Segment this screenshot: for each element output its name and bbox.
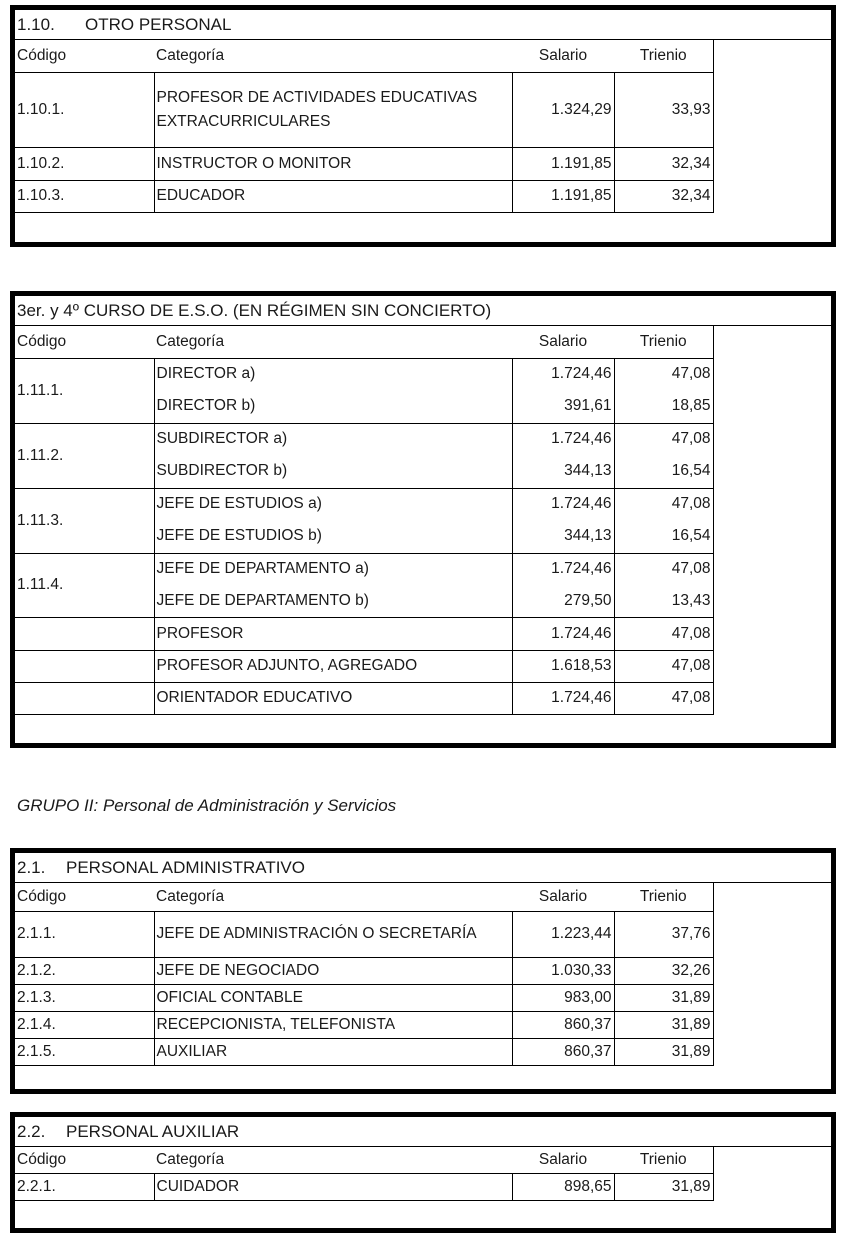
row-categoria: OFICIAL CONTABLE bbox=[154, 984, 512, 1011]
table-header-row bbox=[15, 326, 713, 358]
row-codigo: 1.10.3. bbox=[15, 180, 154, 212]
row-trienio: 31,89 bbox=[614, 1173, 713, 1200]
header-trienio: Trienio bbox=[614, 1147, 713, 1173]
table-row bbox=[15, 911, 713, 957]
table-row bbox=[15, 1011, 713, 1038]
row-codigo: 1.10.2. bbox=[15, 147, 154, 180]
row-trienio: 47,08 bbox=[614, 553, 713, 585]
row-salario: 983,00 bbox=[512, 984, 614, 1011]
row-codigo: 2.1.3. bbox=[15, 984, 154, 1011]
row-categoria: JEFE DE DEPARTAMENTO b) bbox=[154, 585, 512, 617]
row-trienio: 47,08 bbox=[614, 682, 713, 714]
section-title bbox=[15, 853, 831, 883]
header-codigo: Código bbox=[15, 1147, 154, 1173]
row-trienio: 13,43 bbox=[614, 585, 713, 617]
section-code: 1.10. bbox=[17, 15, 55, 34]
header-codigo: Código bbox=[15, 326, 154, 358]
header-categoria: Categoría bbox=[154, 1147, 512, 1173]
header-salario: Salario bbox=[512, 326, 614, 358]
row-categoria: JEFE DE DEPARTAMENTO a) bbox=[154, 553, 512, 585]
row-codigo: 2.2.1. bbox=[15, 1173, 154, 1200]
section-1-10-table bbox=[10, 5, 836, 247]
salary-table bbox=[15, 1147, 714, 1201]
row-trienio: 33,93 bbox=[614, 72, 713, 147]
header-categoria: Categoría bbox=[154, 883, 512, 911]
row-categoria: SUBDIRECTOR b) bbox=[154, 455, 512, 488]
header-codigo: Código bbox=[15, 883, 154, 911]
row-salario: 1.223,44 bbox=[512, 911, 614, 957]
row-codigo: 2.1.5. bbox=[15, 1038, 154, 1065]
section-2-1-table bbox=[10, 848, 836, 1094]
row-trienio: 32,26 bbox=[614, 957, 713, 984]
row-trienio: 37,76 bbox=[614, 911, 713, 957]
section-1-11-table bbox=[10, 291, 836, 748]
row-categoria: CUIDADOR bbox=[154, 1173, 512, 1200]
row-trienio: 31,89 bbox=[614, 1038, 713, 1065]
table-row bbox=[15, 488, 713, 520]
row-salario: 898,65 bbox=[512, 1173, 614, 1200]
table-row bbox=[15, 957, 713, 984]
salary-table bbox=[15, 326, 714, 715]
table-row bbox=[15, 1173, 713, 1200]
table-row bbox=[15, 682, 713, 714]
row-salario: 1.724,46 bbox=[512, 682, 614, 714]
row-codigo: 2.1.2. bbox=[15, 957, 154, 984]
row-codigo: 2.1.4. bbox=[15, 1011, 154, 1038]
header-codigo: Código bbox=[15, 40, 154, 72]
row-codigo: 2.1.1. bbox=[15, 911, 154, 957]
header-categoria: Categoría bbox=[154, 40, 512, 72]
section-code: 2.1. bbox=[17, 858, 46, 877]
header-salario: Salario bbox=[512, 40, 614, 72]
row-trienio: 47,08 bbox=[614, 488, 713, 520]
table-row bbox=[15, 72, 713, 147]
header-salario: Salario bbox=[512, 1147, 614, 1173]
table-row bbox=[15, 1038, 713, 1065]
row-trienio: 47,08 bbox=[614, 617, 713, 650]
table-row bbox=[15, 984, 713, 1011]
row-categoria: JEFE DE NEGOCIADO bbox=[154, 957, 512, 984]
row-salario: 1.191,85 bbox=[512, 180, 614, 212]
salary-table bbox=[15, 883, 714, 1066]
row-categoria: SUBDIRECTOR a) bbox=[154, 423, 512, 455]
table-row bbox=[15, 147, 713, 180]
section-2-2-table bbox=[10, 1112, 836, 1233]
row-codigo: 1.11.3. bbox=[15, 488, 154, 553]
row-salario: 1.324,29 bbox=[512, 72, 614, 147]
row-salario: 1.191,85 bbox=[512, 147, 614, 180]
row-categoria: ORIENTADOR EDUCATIVO bbox=[154, 682, 512, 714]
section-title: 3er. y 4º CURSO DE E.S.O. (EN RÉGIMEN SIN CONCIERTO) bbox=[15, 296, 831, 326]
table-row bbox=[15, 617, 713, 650]
row-codigo: 1.11.2. bbox=[15, 423, 154, 488]
section-title bbox=[15, 10, 831, 40]
row-salario: 1.724,46 bbox=[512, 423, 614, 455]
row-codigo: 1.11.1. bbox=[15, 358, 154, 423]
row-categoria: AUXILIAR bbox=[154, 1038, 512, 1065]
row-trienio: 16,54 bbox=[614, 455, 713, 488]
header-trienio: Trienio bbox=[614, 326, 713, 358]
row-categoria: EDUCADOR bbox=[154, 180, 512, 212]
table-header-row bbox=[15, 40, 713, 72]
row-salario: 1.030,33 bbox=[512, 957, 614, 984]
grupo-ii-heading: GRUPO II: Personal de Administración y Servicios bbox=[17, 796, 397, 815]
row-trienio: 18,85 bbox=[614, 390, 713, 423]
section-name: PERSONAL AUXILIAR bbox=[66, 1122, 240, 1141]
row-salario: 279,50 bbox=[512, 585, 614, 617]
row-categoria: JEFE DE ESTUDIOS b) bbox=[154, 520, 512, 553]
row-categoria: DIRECTOR b) bbox=[154, 390, 512, 423]
row-salario: 344,13 bbox=[512, 455, 614, 488]
row-salario: 1.724,46 bbox=[512, 553, 614, 585]
section-name: PERSONAL ADMINISTRATIVO bbox=[66, 858, 305, 877]
row-salario: 391,61 bbox=[512, 390, 614, 423]
table-row bbox=[15, 553, 713, 585]
row-trienio: 16,54 bbox=[614, 520, 713, 553]
row-categoria: INSTRUCTOR O MONITOR bbox=[154, 147, 512, 180]
header-salario: Salario bbox=[512, 883, 614, 911]
row-codigo-empty bbox=[15, 617, 154, 650]
row-trienio: 31,89 bbox=[614, 984, 713, 1011]
row-codigo: 1.11.4. bbox=[15, 553, 154, 617]
row-trienio: 32,34 bbox=[614, 180, 713, 212]
row-salario: 1.724,46 bbox=[512, 358, 614, 390]
table-header-row bbox=[15, 883, 713, 911]
section-title bbox=[15, 1117, 831, 1147]
row-codigo: 1.10.1. bbox=[15, 72, 154, 147]
row-categoria: JEFE DE ADMINISTRACIÓN O SECRETARÍA bbox=[154, 911, 512, 957]
header-categoria: Categoría bbox=[154, 326, 512, 358]
header-trienio: Trienio bbox=[614, 883, 713, 911]
table-header-row bbox=[15, 1147, 713, 1173]
table-row bbox=[15, 180, 713, 212]
row-salario: 860,37 bbox=[512, 1038, 614, 1065]
row-codigo-empty bbox=[15, 650, 154, 682]
row-trienio: 47,08 bbox=[614, 358, 713, 390]
row-categoria: DIRECTOR a) bbox=[154, 358, 512, 390]
table-row bbox=[15, 423, 713, 455]
row-salario: 1.724,46 bbox=[512, 617, 614, 650]
row-trienio: 32,34 bbox=[614, 147, 713, 180]
row-categoria: PROFESOR ADJUNTO, AGREGADO bbox=[154, 650, 512, 682]
section-name: OTRO PERSONAL bbox=[85, 15, 232, 34]
row-categoria: RECEPCIONISTA, TELEFONISTA bbox=[154, 1011, 512, 1038]
row-categoria: JEFE DE ESTUDIOS a) bbox=[154, 488, 512, 520]
section-code: 2.2. bbox=[17, 1122, 46, 1141]
row-trienio: 31,89 bbox=[614, 1011, 713, 1038]
row-salario: 344,13 bbox=[512, 520, 614, 553]
header-trienio: Trienio bbox=[614, 40, 713, 72]
row-categoria: PROFESOR bbox=[154, 617, 512, 650]
row-categoria: PROFESOR DE ACTIVIDADES EDUCATIVAS EXTRACURRICULARES bbox=[154, 72, 512, 147]
row-salario: 860,37 bbox=[512, 1011, 614, 1038]
row-salario: 1.618,53 bbox=[512, 650, 614, 682]
table-row bbox=[15, 650, 713, 682]
row-salario: 1.724,46 bbox=[512, 488, 614, 520]
salary-table bbox=[15, 40, 714, 213]
table-row bbox=[15, 358, 713, 390]
row-trienio: 47,08 bbox=[614, 650, 713, 682]
row-codigo-empty bbox=[15, 682, 154, 714]
row-trienio: 47,08 bbox=[614, 423, 713, 455]
